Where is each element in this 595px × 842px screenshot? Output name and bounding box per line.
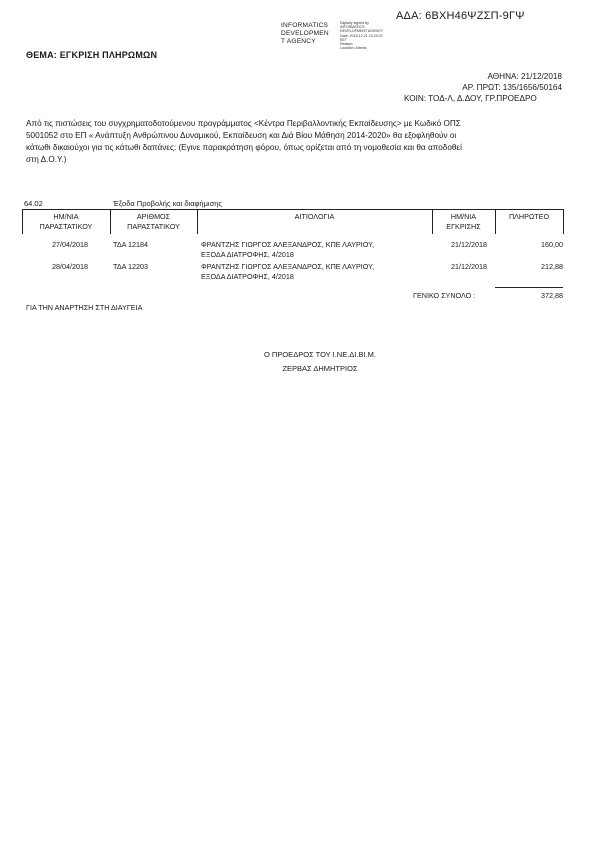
header-doc-number	[110, 212, 197, 232]
cell-payable: 212,88	[541, 262, 563, 271]
header-line: ΗΜ/ΝΙΑ	[53, 212, 79, 221]
stamp-line: T AGENCY	[281, 38, 316, 45]
header-doc-date	[22, 212, 110, 232]
ada-identifier: ΑΔΑ: 6ΒΧΗ46ΨΖΣΠ-9ΓΨ	[396, 10, 525, 22]
stamp-fine-line: Reason:	[340, 42, 354, 47]
paragraph-line: στη Δ.Ο.Υ.)	[26, 155, 67, 164]
posting-note: ΓΙΑ ΤΗΝ ΑΝΑΡΤΗΣΗ ΣΤΗ ΔΙΑΥΓΕΙΑ	[26, 303, 143, 312]
stamp-fine-line: Date: 2018.12.21 13:29:22	[340, 33, 383, 38]
stamp-fine-line: DEVELOPMENT AGENCY	[340, 29, 384, 34]
stamp-fine-line: INFORMATICS	[340, 25, 365, 30]
paragraph-line: Από τις πιστώσεις του συγχρηματοδοτούμενου προγράμματος <Κέντρα Περιβαλλοντικής Εκπαίδευσης> με Κωδικό ΟΠΣ	[26, 119, 461, 128]
cell-doc-number: ΤΔΑ 12184	[113, 240, 149, 249]
stamp-fine-line: Location: Athens	[340, 46, 367, 51]
paragraph-line: κάτωθι δικαιούχοι για τις κάτωθι δαπάνες: (Εγινε παρακράτηση φόρου, όπως ορίζεται από τη νομοθεσία και θα αποδοθεί	[26, 143, 462, 152]
grand-total-label: ΓΕΝΙΚΟ ΣΥΝΟΛΟ :	[413, 291, 476, 300]
header-approval-date	[432, 212, 495, 232]
stamp-line: DEVELOPMEN	[281, 30, 329, 37]
header-line: ΑΙΤΙΟΛΟΓΙΑ	[294, 212, 335, 221]
stamp-fine-line: EET	[340, 37, 347, 42]
header-line: ΠΑΡΑΣΤΑΤΙΚΟΥ	[127, 222, 180, 231]
place-date: ΑΘΗΝΑ: 21/12/2018	[487, 72, 562, 81]
paragraph-line: 5001052 στο ΕΠ « Ανάπτυξη Ανθρώπινου Δυναμικού, Εκπαίδευση και Διά Βίου Μάθηση 2014-2020» θα εξοφληθούν οι	[26, 131, 457, 140]
cell-approval-date: 21/12/2018	[451, 262, 487, 271]
cell-doc-number: ΤΔΑ 12203	[113, 262, 149, 271]
cell-reason-line: ΦΡΑΝΤΖΗΣ ΓΙΩΡΓΟΣ ΑΛΕΞΑΝΔΡΟΣ, ΚΠΕ ΛΑΥΡΙΟΥ,	[201, 262, 375, 271]
body-paragraph	[26, 118, 558, 166]
cell-reason-line: ΕΞΟΔΑ ΔΙΑΤΡΟΦΗΣ, 4/2018	[201, 272, 294, 281]
header-reason	[197, 212, 432, 222]
table-top-rule	[22, 209, 564, 210]
cell-approval-date: 21/12/2018	[451, 240, 487, 249]
grand-total-value: 372,88	[541, 291, 563, 300]
stamp-line: INFORMATICS	[281, 22, 329, 29]
cell-reason-line: ΕΞΟΔΑ ΔΙΑΤΡΟΦΗΣ, 4/2018	[201, 250, 294, 259]
cell-doc-date: 28/04/2018	[52, 262, 88, 271]
total-rule	[495, 287, 563, 288]
table-divider	[563, 210, 564, 234]
header-line: ΕΓΚΡΙΣΗΣ	[446, 222, 481, 231]
expense-code: 64.02	[24, 199, 43, 208]
cell-payable: 160,00	[541, 240, 563, 249]
signature-stamp-title	[281, 22, 329, 46]
header-line: ΑΡΙΘΜΟΣ	[136, 212, 171, 221]
header-line: ΠΑΡΑΣΤΑΤΙΚΟΥ	[39, 222, 93, 231]
stamp-fine-line: Digitally signed by	[340, 21, 369, 25]
cell-reason-line: ΦΡΑΝΤΖΗΣ ΓΙΩΡΓΟΣ ΑΛΕΞΑΝΔΡΟΣ, ΚΠΕ ΛΑΥΡΙΟΥ,	[201, 240, 375, 249]
expense-description: Έξοδα Προβολής και διαφήμισης	[113, 199, 222, 208]
document-subject: ΘΕΜΑ: ΕΓΚΡΙΣΗ ΠΛΗΡΩΜΩΝ	[26, 50, 158, 60]
header-line: ΠΛΗΡΩΤΕΟ	[508, 212, 550, 221]
header-line: ΗΜ/ΝΙΑ	[450, 212, 477, 221]
signer-title: Ο ΠΡΟΕΔΡΟΣ ΤΟΥ Ι.ΝΕ.ΔΙ.ΒΙ.Μ.	[264, 350, 376, 359]
protocol-number: ΑΡ. ΠΡΩΤ: 135/1656/50164	[462, 83, 562, 92]
recipients: ΚΟΙΝ: ΤΟΔ-Λ, Δ.ΔΟΥ, ΓΡ.ΠΡΟΕΔΡΟ	[404, 94, 537, 103]
signer-name: ΖΕΡΒΑΣ ΔΗΜΗΤΡΙΟΣ	[282, 364, 358, 373]
cell-doc-date: 27/04/2018	[52, 240, 88, 249]
header-payable	[495, 212, 563, 222]
signature-stamp-details	[340, 21, 383, 50]
